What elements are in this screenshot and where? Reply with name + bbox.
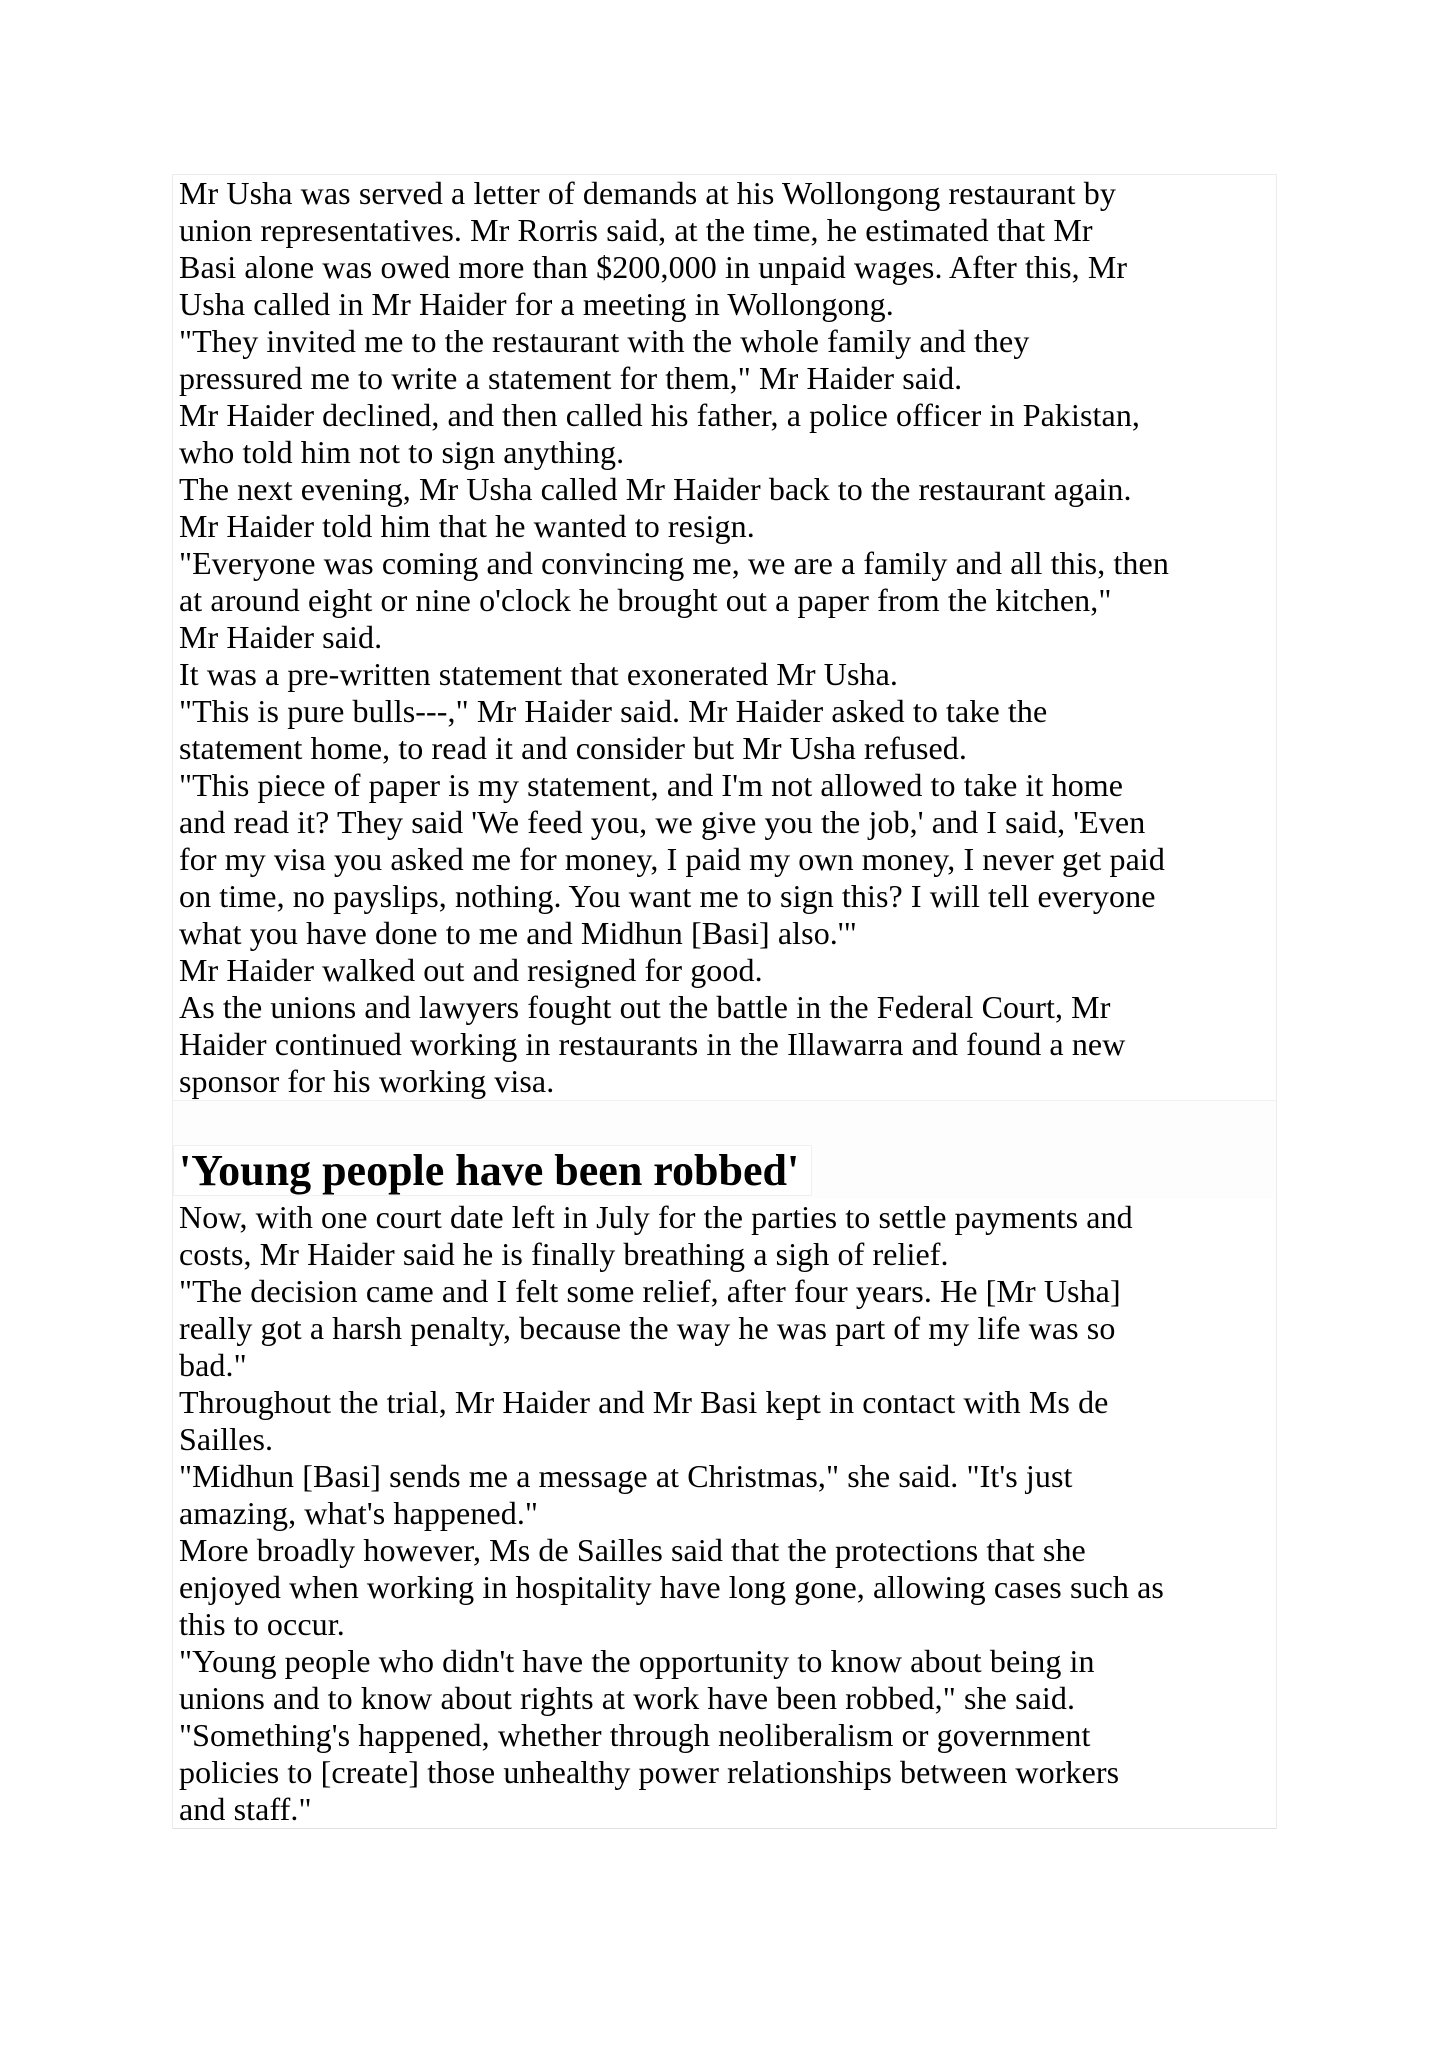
- article-text-column: [172, 174, 1277, 1829]
- text-line: "The decision came and I felt some relief, after four years. He [Mr Usha]: [179, 1273, 1121, 1309]
- paragraph: [173, 323, 1276, 397]
- paragraph: [173, 989, 1276, 1100]
- paragraph: [173, 767, 1276, 952]
- text-line: really got a harsh penalty, because the way he was part of my life was so: [179, 1310, 1116, 1346]
- text-line: who told him not to sign anything.: [179, 434, 625, 470]
- text-line: and staff.": [179, 1791, 312, 1827]
- text-line: Sailles.: [179, 1421, 274, 1457]
- paragraph: [173, 952, 1276, 989]
- text-line: "Young people who didn't have the opportunity to know about being in: [179, 1643, 1095, 1679]
- text-line: As the unions and lawyers fought out the battle in the Federal Court, Mr: [179, 989, 1111, 1025]
- text-line: what you have done to me and Midhun [Basi] also.'": [179, 915, 857, 951]
- paragraph: [173, 1273, 1276, 1384]
- paragraph: [173, 397, 1276, 471]
- paragraph: [173, 1458, 1276, 1532]
- text-line: pressured me to write a statement for them," Mr Haider said.: [179, 360, 963, 396]
- paragraph: [173, 693, 1276, 767]
- paragraph: [173, 1199, 1276, 1273]
- text-line: statement home, to read it and consider but Mr Usha refused.: [179, 730, 967, 766]
- text-line: enjoyed when working in hospitality have long gone, allowing cases such as: [179, 1569, 1164, 1605]
- text-line: Haider continued working in restaurants in the Illawarra and found a new: [179, 1026, 1126, 1062]
- paragraph: [173, 1717, 1276, 1828]
- text-line: "Midhun [Basi] sends me a message at Christmas," she said. "It's just: [179, 1458, 1073, 1494]
- paragraph: [173, 656, 1276, 693]
- text-line: Mr Usha was served a letter of demands at his Wollongong restaurant by: [179, 175, 1116, 211]
- text-line: It was a pre-written statement that exonerated Mr Usha.: [179, 656, 899, 692]
- text-line: and read it? They said 'We feed you, we give you the job,' and I said, 'Even: [179, 804, 1146, 840]
- text-line: "This piece of paper is my statement, and I'm not allowed to take it home: [179, 767, 1124, 803]
- text-line: costs, Mr Haider said he is finally breathing a sigh of relief.: [179, 1236, 949, 1272]
- paragraph: [173, 471, 1276, 545]
- text-line: at around eight or nine o'clock he brought out a paper from the kitchen,": [179, 582, 1112, 618]
- text-line: "Something's happened, whether through neoliberalism or government: [179, 1717, 1091, 1753]
- paragraph: [173, 545, 1276, 656]
- text-line: unions and to know about rights at work have been robbed," she said.: [179, 1680, 1076, 1716]
- text-line: More broadly however, Ms de Sailles said that the protections that she: [179, 1532, 1086, 1568]
- text-line: "They invited me to the restaurant with the whole family and they: [179, 323, 1030, 359]
- text-line: for my visa you asked me for money, I paid my own money, I never get paid: [179, 841, 1166, 877]
- paragraph: [173, 1643, 1276, 1717]
- text-line: policies to [create] those unhealthy power relationships between workers: [179, 1754, 1120, 1790]
- article-section-after-heading: [173, 1199, 1276, 1828]
- text-line: Usha called in Mr Haider for a meeting in Wollongong.: [179, 286, 894, 322]
- text-line: Basi alone was owed more than $200,000 in unpaid wages. After this, Mr: [179, 249, 1128, 285]
- paragraph: [173, 175, 1276, 323]
- text-line: Mr Haider declined, and then called his father, a police officer in Pakistan,: [179, 397, 1141, 433]
- text-line: "This is pure bulls---," Mr Haider said. Mr Haider asked to take the: [179, 693, 1048, 729]
- article-section-before-heading: [173, 175, 1276, 1100]
- text-line: this to occur.: [179, 1606, 345, 1642]
- text-line: Mr Haider told him that he wanted to resign.: [179, 508, 755, 544]
- text-line: union representatives. Mr Rorris said, at the time, he estimated that Mr: [179, 212, 1093, 248]
- text-line: Now, with one court date left in July for the parties to settle payments and: [179, 1199, 1133, 1235]
- text-line: sponsor for his working visa.: [179, 1063, 555, 1099]
- section-heading-text: 'Young people have been robbed': [173, 1145, 812, 1196]
- paragraph: [173, 1384, 1276, 1458]
- paragraph: [173, 1532, 1276, 1643]
- text-line: bad.": [179, 1347, 247, 1383]
- text-line: "Everyone was coming and convincing me, we are a family and all this, then: [179, 545, 1169, 581]
- text-line: Mr Haider walked out and resigned for good.: [179, 952, 763, 988]
- section-heading: [173, 1145, 1276, 1196]
- text-line: Throughout the trial, Mr Haider and Mr Basi kept in contact with Ms de: [179, 1384, 1109, 1420]
- text-line: amazing, what's happened.": [179, 1495, 539, 1531]
- text-line: on time, no payslips, nothing. You want me to sign this? I will tell everyone: [179, 878, 1156, 914]
- text-line: The next evening, Mr Usha called Mr Haider back to the restaurant again.: [179, 471, 1132, 507]
- text-line: Mr Haider said.: [179, 619, 383, 655]
